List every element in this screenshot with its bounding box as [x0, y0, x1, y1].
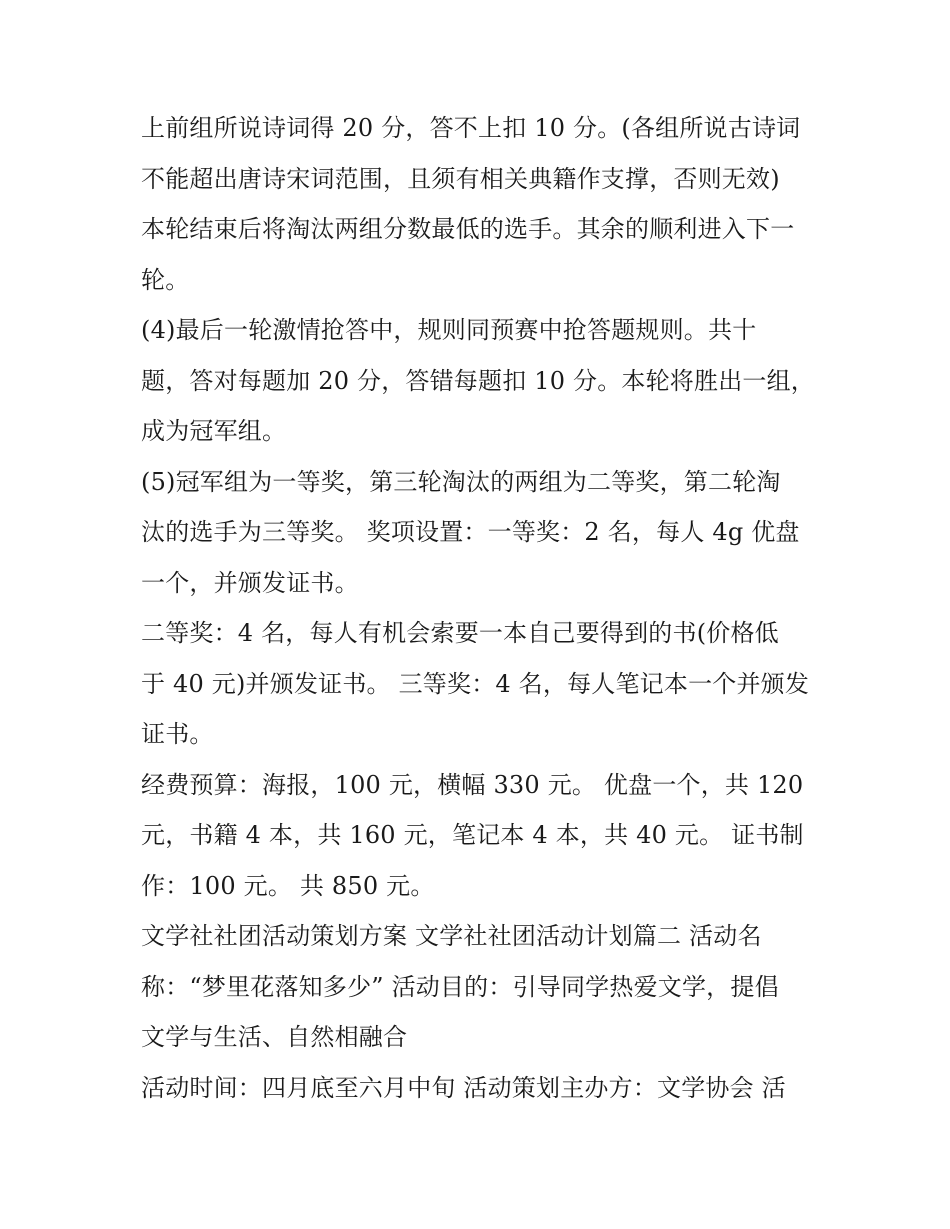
text-line: 文学社社团活动策划方案 文学社社团活动计划篇二 活动名 [141, 922, 762, 950]
text-line: 经费预算：海报，100 元，横幅 330 元。 优盘一个，共 120 [141, 770, 804, 799]
text-line: 称：“梦里花落知多少” 活动目的：引导同学热爱文学，提倡 [141, 972, 779, 1001]
text-line: 二等奖：4 名，每人有机会索要一本自己要得到的书(价格低 [141, 619, 779, 647]
text-line: 作：100 元。 共 850 元。 [141, 871, 435, 900]
text-line: 于 40 元)并颁发证书。 三等奖：4 名，每人笔记本一个并颁发 [141, 669, 810, 698]
text-line: 本轮结束后将淘汰两组分数最低的选手。其余的顺利进入下一 [141, 215, 795, 243]
text-line: 证书。 [141, 720, 214, 748]
text-line: 一个，并颁发证书。 [141, 568, 359, 597]
text-line: 活动时间：四月底至六月中旬 活动策划主办方：文学协会 活 [141, 1073, 786, 1102]
text-line: (5)冠军组为一等奖，第三轮淘汰的两组为二等奖，第二轮淘 [141, 467, 781, 496]
text-line: 汰的选手为三等奖。 奖项设置：一等奖：2 名，每人 4g 优盘 [141, 518, 800, 546]
text-line: 上前组所说诗词得 20 分，答不上扣 10 分。(各组所说古诗词 [141, 114, 801, 142]
text-line: 不能超出唐诗宋词范围，且须有相关典籍作支撑，否则无效) [141, 164, 780, 193]
text-line: 成为冠军组。 [141, 417, 287, 445]
text-line: 文学与生活、自然相融合 [141, 1023, 408, 1051]
text-line: 轮。 [141, 265, 190, 294]
document-body [141, 103, 841, 1113]
text-line: 元，书籍 4 本，共 160 元，笔记本 4 本，共 40 元。 证书制 [141, 821, 804, 849]
text-line: 题，答对每题加 20 分，答错每题扣 10 分。本轮将胜出一组， [141, 366, 815, 395]
text-line: (4)最后一轮激情抢答中，规则同预赛中抢答题规则。共十 [141, 316, 757, 344]
